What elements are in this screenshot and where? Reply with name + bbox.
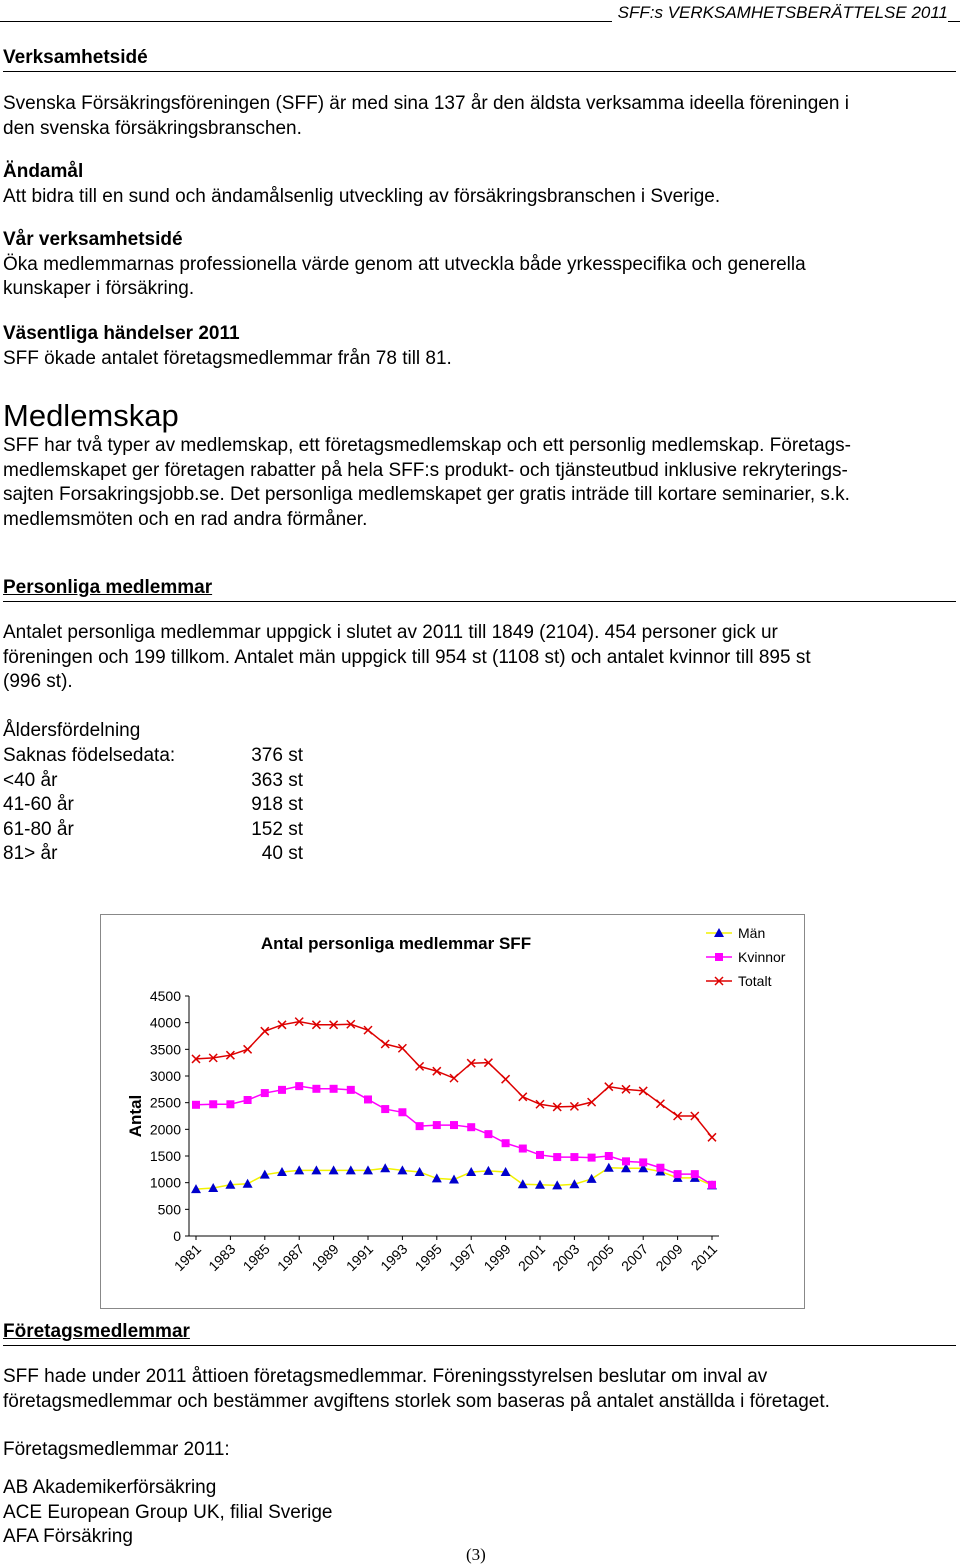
chart-data-point [347,1086,355,1094]
page-number: (3) [466,1545,486,1564]
chart-data-point [209,1100,217,1108]
medlemskap-line: medlemsmöten och en rad andra förmåner. [3,508,368,530]
chart-y-tick-label: 1000 [149,1174,181,1191]
chart-x-tick-label: 1993 [377,1240,411,1275]
chart-data-point [519,1093,527,1101]
events-text: SFF ökade antalet företagsmedlemmar från 78 till 81. [3,347,452,369]
legend-label: Män [738,925,766,941]
section-heading-verksamhetside: Verksamhetsidé [3,47,956,72]
foretag-heading: Företagsmedlemmar [3,1321,190,1342]
chart-data-point [467,1123,475,1131]
events-block [3,322,956,371]
age-label: Saknas födelsedata: [3,745,176,766]
chart-data-point [226,1100,234,1108]
chart-data-point [639,1158,647,1166]
age-row [3,744,323,769]
chart-data-point [536,1151,544,1159]
chart-data-point [261,1027,269,1035]
chart-x-tick-label: 2001 [514,1240,549,1275]
personliga-paragraph [3,621,956,695]
chart-data-point [708,1181,716,1189]
chart-x-tick-label: 1999 [480,1240,514,1275]
chart-y-tick-label: 3500 [149,1041,181,1058]
chart-data-point [295,1082,303,1090]
header-title: SFF:s VERKSAMHETSBERÄTTELSE 2011 [612,3,948,23]
foretag-line: SFF hade under 2011 åttioen företagsmedlemmar. Föreningsstyrelsen beslutar om inval av [3,1366,768,1387]
chart-y-tick-label: 1500 [149,1148,181,1164]
foretag-line: företagsmedlemmar och bestämmer avgiftens storlek som baseras på antalet anställda i företaget. [3,1390,830,1412]
section-heading-foretag [3,1321,956,1346]
chart-data-point [587,1174,597,1183]
chart-y-tick-label: 500 [157,1201,181,1218]
chart-data-point [244,1096,252,1104]
chart-data-point [261,1089,269,1097]
chart-data-point [381,1105,389,1113]
age-label: 61-80 år [3,818,74,840]
medlemskap-line: medlemskapet ger företagen rabatter på hela SFF:s produkt- och tjänsteutbud inklusive rekryterings- [3,459,848,481]
chart-data-point [416,1122,424,1130]
chart-data-point [519,1145,527,1153]
chart-data-point [450,1074,458,1082]
chart-x-tick-label: 2003 [549,1240,583,1275]
legend-label: Kvinnor [738,949,786,965]
personliga-line: Antalet personliga medlemmar uppgick i slutet av 2011 till 1849 (2104). 454 personer gick ur [3,622,778,643]
legend-label: Totalt [738,973,772,989]
chart-data-point [278,1086,286,1094]
chart-y-tick-label: 0 [173,1228,181,1244]
intro-line: Svenska Försäkringsföreningen (SFF) är med sina 137 år den äldsta verksamma ideella föreningen i [3,93,849,114]
chart-x-tick-label: 1995 [411,1240,445,1275]
age-label: <40 år [3,769,58,791]
chart-data-point [416,1062,424,1070]
chart-x-tick-label: 1997 [445,1240,480,1275]
andamal-text: Att bidra till en sund och ändamålsenlig utveckling av försäkringsbranschen i Sverige. [3,185,721,207]
age-row [3,769,323,794]
age-label: 41-60 år [3,794,74,815]
intro-paragraph [3,92,956,141]
chart-data-point [192,1101,200,1109]
age-value: 918 st [251,794,303,815]
chart-x-tick-label: 1989 [308,1240,342,1275]
chart-data-point [433,1121,441,1129]
members-chart [100,914,805,1309]
chart-y-tick-label: 4500 [149,988,181,1004]
legend-marker [715,953,723,961]
personliga-line: föreningen och 199 tillkom. Antalet män uppgick till 954 st (1108 st) och antalet kvinnor till 895 st [3,646,811,668]
chart-x-tick-label: 1985 [239,1240,273,1275]
chart-data-point [484,1130,492,1138]
chart-x-tick-label: 2011 [687,1240,721,1274]
personliga-line: (996 st). [3,671,73,692]
medlemskap-block [3,398,956,532]
medlemskap-line: SFF har två typer av medlemskap, ett företagsmedlemskap och ett personlig medlemskap. Företags- [3,435,851,456]
age-row [3,842,323,867]
chart-x-tick-label: 1991 [342,1240,377,1275]
chart-data-point [553,1153,561,1161]
section-heading-personliga [3,577,956,602]
age-row [3,793,323,818]
chart-x-tick-label: 2009 [652,1240,686,1275]
chart-data-point [364,1026,372,1034]
chart-data-point [502,1075,510,1083]
chart-data-point [244,1045,252,1053]
andamal-block [3,160,956,209]
chart-data-point [433,1067,441,1075]
chart-x-tick-label: 2007 [617,1240,652,1275]
medlemskap-line: sajten Forsakringsjobb.se. Det personliga medlemskapet ger gratis inträde till kortare seminarier, s.k. [3,484,850,505]
chart-svg [101,915,804,1308]
chart-data-point [312,1085,320,1093]
foretag-list-heading-text: Företagsmedlemmar 2011: [3,1439,230,1460]
age-heading [3,719,956,744]
chart-y-tick-label: 3000 [149,1068,181,1084]
foretag-paragraph [3,1365,956,1414]
age-row [3,818,323,843]
foretag-list-heading [3,1438,956,1463]
chart-series-line [196,1022,712,1138]
chart-data-point [708,1133,716,1141]
foretag-member: ACE European Group UK, filial Sverige [3,1501,333,1523]
chart-y-tick-label: 4000 [149,1014,181,1031]
chart-data-point [656,1164,664,1172]
chart-data-point [622,1157,630,1165]
chart-y-tick-label: 2000 [149,1121,181,1138]
chart-data-point [674,1170,682,1178]
intro-line: den svenska försäkringsbranschen. [3,117,302,139]
chart-data-point [570,1153,578,1161]
chart-y-tick-label: 2500 [149,1094,181,1111]
foretag-member: AFA Försäkring [3,1526,133,1547]
age-value: 152 st [251,818,303,840]
chart-y-axis-label: Antal [126,1094,145,1138]
idea-line: kunskaper i försäkring. [3,278,195,299]
chart-data-point [691,1170,699,1178]
chart-series-line [196,1086,712,1185]
chart-x-tick-label: 1983 [205,1240,239,1275]
idea-line: Öka medlemmarnas professionella värde genom att utveckla både yrkesspecifika och generella [3,253,806,275]
foretag-member: AB Akademikerförsäkring [3,1477,217,1498]
idea-block [3,228,956,302]
chart-data-point [502,1139,510,1147]
chart-data-point [330,1085,338,1093]
chart-data-point [380,1163,390,1172]
chart-data-point [450,1121,458,1129]
personliga-heading: Personliga medlemmar [3,577,213,598]
medlemskap-heading: Medlemskap [3,398,179,433]
chart-x-tick-label: 2005 [583,1240,617,1275]
age-value: 376 st [251,745,303,766]
chart-data-point [656,1100,664,1108]
chart-x-tick-label: 1987 [273,1240,308,1275]
age-heading-text: Åldersfördelning [3,720,141,741]
foretag-member-list [3,1476,956,1550]
chart-title: Antal personliga medlemmar SFF [260,934,532,953]
idea-heading: Vår verksamhetsidé [3,229,183,250]
age-value: 40 st [261,843,303,864]
events-heading: Väsentliga händelser 2011 [3,323,240,344]
andamal-heading: Ändamål [3,161,84,182]
chart-data-point [605,1152,613,1160]
page-header [0,0,960,24]
chart-data-point [588,1154,596,1162]
chart-data-point [364,1095,372,1103]
chart-data-point [398,1108,406,1116]
age-label: 81> år [3,843,58,864]
age-value: 363 st [251,769,303,791]
chart-x-tick-label: 1981 [170,1240,205,1275]
